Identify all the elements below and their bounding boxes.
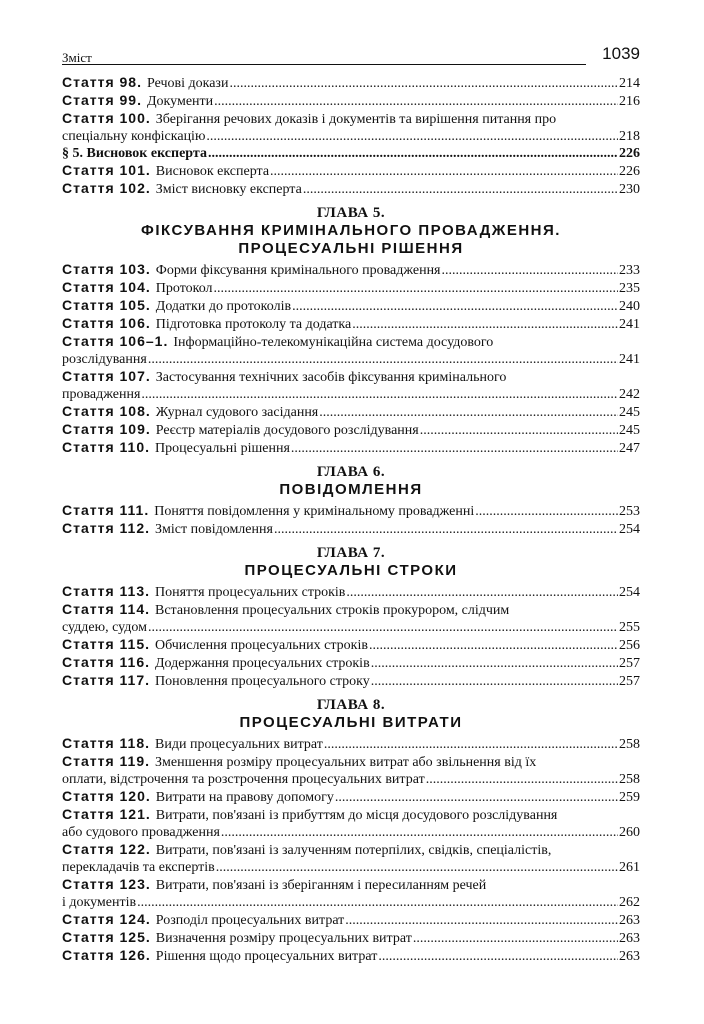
toc-entry: [62, 421, 640, 439]
article-number: Стаття 123.: [62, 876, 151, 892]
toc-entry: [62, 583, 640, 601]
toc-entry: [62, 279, 640, 297]
entry-title: Розподіл процесуальних витрат: [155, 913, 345, 928]
toc-entry: [62, 753, 640, 788]
entry-line: [62, 911, 640, 929]
toc-entry: [62, 180, 640, 198]
entry-title: Витрати, пов'язані із залученням потерпілих, свідків, спеціалістів,: [155, 843, 552, 858]
entry-line: [62, 74, 640, 92]
article-number: Стаття 112.: [62, 520, 150, 536]
toc-entry: [62, 636, 640, 654]
entry-title: Журнал судового засідання: [155, 405, 319, 420]
entry-title: або судового провадження: [62, 825, 220, 840]
article-number: Стаття 115.: [62, 636, 150, 652]
toc-entry: [62, 672, 640, 690]
dot-leader: [475, 503, 618, 520]
dot-leader: [378, 948, 618, 965]
article-number: Стаття 126.: [62, 947, 151, 963]
entry-page-number: 226: [619, 164, 640, 179]
chapter-heading: [62, 544, 640, 580]
entry-line: [62, 788, 640, 806]
article-number: Стаття 113.: [62, 583, 150, 599]
entry-line: [62, 297, 640, 315]
dot-leader: [442, 262, 619, 279]
entry-line: [62, 601, 640, 619]
entry-page-number: 216: [619, 94, 640, 109]
entry-title: Висновок експерта: [155, 164, 270, 179]
entry-page-number: 257: [619, 674, 640, 689]
entry-line: [62, 502, 640, 520]
chapter-title-line: ФІКСУВАННЯ КРИМІНАЛЬНОГО ПРОВАДЖЕННЯ.: [141, 222, 561, 239]
entry-title: § 5. Висновок експерта: [62, 146, 207, 161]
entry-page-number: 245: [619, 423, 640, 438]
entry-title: Зміст повідомлення: [155, 522, 273, 537]
article-number: Стаття 106.: [62, 315, 151, 331]
entry-line: [62, 824, 640, 841]
article-number: Стаття 98.: [62, 74, 142, 90]
entry-line: [62, 333, 640, 351]
chapter-title-line: ПРОЦЕСУАЛЬНІ РІШЕННЯ: [238, 240, 464, 257]
chapter-title-line: ПОВІДОМЛЕННЯ: [279, 481, 423, 498]
article-number: Стаття 101.: [62, 162, 151, 178]
entry-line: [62, 876, 640, 894]
article-number: Стаття 120.: [62, 788, 151, 804]
entry-title: Зменшення розміру процесуальних витрат або звільнення від їх: [155, 755, 537, 770]
entry-page-number: 263: [619, 931, 640, 946]
dot-leader: [352, 316, 618, 333]
entry-title: оплати, відстрочення та розстрочення процесуальних витрат: [62, 772, 425, 787]
entry-page-number: 233: [619, 263, 640, 278]
article-number: Стаття 121.: [62, 806, 151, 822]
dot-leader: [420, 422, 618, 439]
entry-line: [62, 403, 640, 421]
dot-leader: [345, 912, 618, 929]
toc-entry: [62, 439, 640, 457]
entry-title: провадження: [62, 387, 141, 402]
entry-title: Витрати, пов'язані із прибуттям до місця досудового розслідування: [155, 808, 558, 823]
entry-title: Додатки до протоколів: [155, 299, 292, 314]
entry-title: Підготовка протоколу та додатка: [155, 317, 352, 332]
article-number: Стаття 119.: [62, 753, 150, 769]
entry-page-number: 226: [619, 146, 640, 161]
entry-line: [62, 180, 640, 198]
entry-line: [62, 439, 640, 457]
toc-entry: [62, 92, 640, 110]
dot-leader: [214, 93, 618, 110]
entry-line: [62, 421, 640, 439]
toc-entry: [62, 735, 640, 753]
article-number: Стаття 111.: [62, 502, 150, 518]
entry-page-number: 254: [619, 522, 640, 537]
entry-line: [62, 735, 640, 753]
toc-entry: [62, 74, 640, 92]
entry-line: [62, 771, 640, 788]
dot-leader: [291, 440, 618, 457]
chapter-number: ГЛАВА 6.: [316, 464, 386, 480]
running-title: Зміст: [62, 50, 92, 65]
dot-leader: [141, 386, 618, 403]
dot-leader: [346, 584, 618, 601]
toc-entry: [62, 403, 640, 421]
entry-line: [62, 841, 640, 859]
entry-line: [62, 368, 640, 386]
article-number: Стаття 124.: [62, 911, 151, 927]
toc-entry: [62, 162, 640, 180]
dot-leader: [319, 404, 618, 421]
entry-page-number: 255: [619, 620, 640, 635]
entry-line: [62, 162, 640, 180]
entry-title: Встановлення процесуальних строків прокурором, слідчим: [155, 603, 510, 618]
article-number: Стаття 122.: [62, 841, 151, 857]
toc-entry: [62, 315, 640, 333]
dot-leader: [324, 736, 618, 753]
dot-leader: [214, 280, 618, 297]
article-number: Стаття 107.: [62, 368, 151, 384]
article-number: Стаття 102.: [62, 180, 151, 196]
toc-entry: [62, 947, 640, 965]
dot-leader: [216, 859, 618, 876]
toc-entry: [62, 110, 640, 145]
entry-title: перекладачів та експертів: [62, 860, 215, 875]
entry-line: [62, 520, 640, 538]
entry-page-number: 258: [619, 737, 640, 752]
entry-page-number: 253: [619, 504, 640, 519]
entry-page-number: 262: [619, 895, 640, 910]
dot-leader: [148, 351, 618, 368]
toc-entry: [62, 841, 640, 876]
entry-title: Застосування технічних засобів фіксування кримінального: [155, 370, 507, 385]
dot-leader: [426, 771, 618, 788]
chapter-number: ГЛАВА 8.: [316, 697, 386, 713]
entry-title: Обчислення процесуальних строків: [155, 638, 368, 653]
dot-leader: [221, 824, 618, 841]
article-number: Стаття 118.: [62, 735, 150, 751]
article-number: Стаття 105.: [62, 297, 151, 313]
toc-entry: [62, 788, 640, 806]
entry-page-number: 241: [619, 317, 640, 332]
chapter-title-line: ПРОЦЕСУАЛЬНІ ВИТРАТИ: [239, 714, 463, 731]
entry-line: [62, 672, 640, 690]
entry-page-number: 230: [619, 182, 640, 197]
entry-line: [62, 92, 640, 110]
toc-entry: [62, 876, 640, 911]
toc-entry: [62, 654, 640, 672]
chapter-title-line: ПРОЦЕСУАЛЬНІ СТРОКИ: [244, 562, 458, 579]
toc-entry: [62, 502, 640, 520]
entry-line: [62, 654, 640, 672]
entry-title: Види процесуальних витрат: [155, 737, 323, 752]
entry-line: [62, 261, 640, 279]
dot-leader: [148, 619, 618, 636]
entry-title: Документи: [147, 94, 214, 109]
entry-title: розслідування: [62, 352, 147, 367]
dot-leader: [137, 894, 618, 911]
article-number: Стаття 109.: [62, 421, 151, 437]
article-number: Стаття 114.: [62, 601, 150, 617]
dot-leader: [208, 145, 618, 162]
entry-title: Інформаційно-телекомунікаційна система досудового: [173, 335, 494, 350]
toc-entry: [62, 806, 640, 841]
entry-title: Поняття процесуальних строків: [155, 585, 346, 600]
entry-title: Поновлення процесуального строку: [155, 674, 370, 689]
chapter-number: ГЛАВА 5.: [316, 205, 386, 221]
dot-leader: [371, 655, 618, 672]
page-number: 1039: [602, 44, 640, 63]
entry-page-number: 263: [619, 913, 640, 928]
article-number: Стаття 125.: [62, 929, 151, 945]
entry-line: [62, 894, 640, 911]
entry-title: Протокол: [155, 281, 213, 296]
entry-page-number: 258: [619, 772, 640, 787]
dot-leader: [206, 128, 618, 145]
page-header: [62, 44, 640, 70]
entry-line: [62, 806, 640, 824]
entry-line: [62, 315, 640, 333]
article-number: Стаття 100.: [62, 110, 151, 126]
entry-title: Визначення розміру процесуальних витрат: [155, 931, 412, 946]
entry-title: спеціальну конфіскацію: [62, 129, 206, 144]
toc-entry: [62, 929, 640, 947]
entry-page-number: 235: [619, 281, 640, 296]
entry-page-number: 254: [619, 585, 640, 600]
entry-line: [62, 386, 640, 403]
article-number: Стаття 99.: [62, 92, 142, 108]
toc-entry: [62, 368, 640, 403]
article-number: Стаття 103.: [62, 261, 151, 277]
entry-line: [62, 619, 640, 636]
entry-page-number: 256: [619, 638, 640, 653]
entry-line: [62, 279, 640, 297]
entry-title: Зміст висновку експерта: [155, 182, 302, 197]
toc-entry: [62, 520, 640, 538]
chapter-heading: [62, 204, 640, 258]
entry-page-number: 245: [619, 405, 640, 420]
entry-title: суддею, судом: [62, 620, 147, 635]
entry-page-number: 214: [619, 76, 640, 91]
article-number: Стаття 108.: [62, 403, 151, 419]
dot-leader: [371, 673, 618, 690]
dot-leader: [413, 930, 618, 947]
toc-entry: [62, 911, 640, 929]
table-of-contents: [62, 74, 640, 965]
chapter-heading: [62, 463, 640, 499]
entry-title: Речові докази: [147, 76, 229, 91]
entry-line: [62, 351, 640, 368]
dot-leader: [369, 637, 618, 654]
dot-leader: [303, 181, 618, 198]
article-number: Стаття 117.: [62, 672, 150, 688]
dot-leader: [274, 521, 618, 538]
header-rule: [62, 64, 586, 65]
dot-leader: [270, 163, 618, 180]
entry-page-number: 218: [619, 129, 640, 144]
entry-line: [62, 947, 640, 965]
article-number: Стаття 104.: [62, 279, 151, 295]
section-entry: [62, 145, 640, 162]
entry-page-number: 240: [619, 299, 640, 314]
entry-title: Процесуальні рішення: [155, 441, 290, 456]
entry-page-number: 261: [619, 860, 640, 875]
dot-leader: [292, 298, 618, 315]
entry-title: Витрати, пов'язані із зберіганням і пересиланням речей: [155, 878, 487, 893]
dot-leader: [229, 75, 618, 92]
entry-title: Поняття повідомлення у кримінальному провадженні: [154, 504, 475, 519]
entry-title: і документів: [62, 895, 137, 910]
entry-page-number: 263: [619, 949, 640, 964]
article-number: Стаття 110.: [62, 439, 150, 455]
toc-entry: [62, 601, 640, 636]
entry-line: [62, 583, 640, 601]
entry-page-number: 242: [619, 387, 640, 402]
entry-line: [62, 636, 640, 654]
entry-line: [62, 859, 640, 876]
entry-title: Витрати на правову допомогу: [155, 790, 334, 805]
chapter-heading: [62, 696, 640, 732]
chapter-number: ГЛАВА 7.: [316, 545, 386, 561]
entry-title: Рішення щодо процесуальних витрат: [155, 949, 378, 964]
dot-leader: [335, 789, 618, 806]
entry-page-number: 241: [619, 352, 640, 367]
entry-title: Зберігання речових доказів і документів та вирішення питання про: [155, 112, 557, 127]
toc-entry: [62, 261, 640, 279]
entry-title: Форми фіксування кримінального провадження: [155, 263, 441, 278]
entry-line: [62, 145, 640, 162]
entry-line: [62, 929, 640, 947]
entry-title: Реєстр матеріалів досудового розслідування: [155, 423, 419, 438]
entry-page-number: 260: [619, 825, 640, 840]
entry-page-number: 259: [619, 790, 640, 805]
entry-line: [62, 110, 640, 128]
entry-line: [62, 128, 640, 145]
article-number: Стаття 116.: [62, 654, 150, 670]
article-number: Стаття 106–1.: [62, 333, 169, 349]
entry-page-number: 247: [619, 441, 640, 456]
entry-title: Додержання процесуальних строків: [155, 656, 370, 671]
entry-line: [62, 753, 640, 771]
toc-entry: [62, 297, 640, 315]
entry-page-number: 257: [619, 656, 640, 671]
toc-entry: [62, 333, 640, 368]
